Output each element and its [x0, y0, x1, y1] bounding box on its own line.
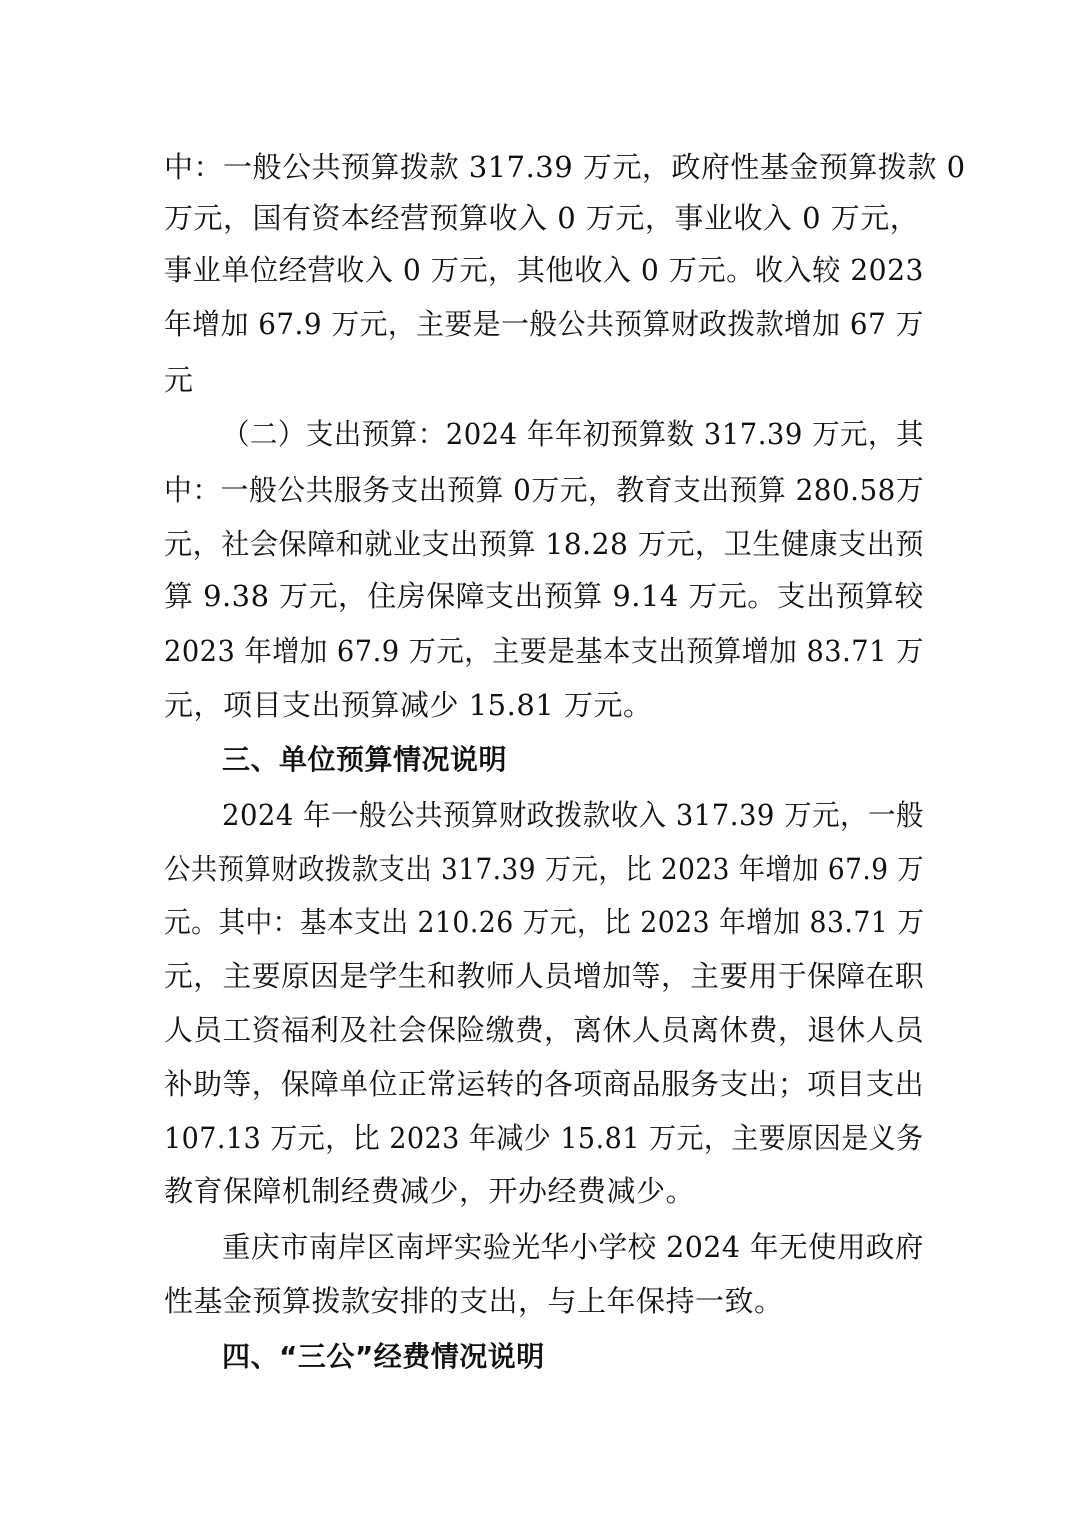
paragraph-line: 2024 年一般公共预算财政拨款收入 317.39 万元，一般: [222, 798, 924, 832]
paragraph-line: 年增加 67.9 万元，主要是一般公共预算财政拨款增加 67 万: [164, 307, 924, 341]
paragraph-line: （二）支出预算：2024 年年初预算数 317.39 万元，其: [222, 417, 924, 451]
paragraph-line: 重庆市南岸区南坪实验光华小学校 2024 年无使用政府: [222, 1230, 924, 1264]
paragraph-line: 万元，国有资本经营预算收入 0 万元，事业收入 0 万元，: [164, 201, 920, 235]
paragraph-line: 元，项目支出预算减少 15.81 万元。: [164, 688, 653, 722]
paragraph-line: 补助等，保障单位正常运转的各项商品服务支出；项目支出: [164, 1067, 925, 1101]
paragraph-line: 107.13 万元，比 2023 年减少 15.81 万元，主要原因是义务: [164, 1121, 924, 1155]
section-heading: 四、“三公”经费情况说明: [222, 1340, 545, 1373]
section-heading: 三、单位预算情况说明: [222, 743, 508, 776]
paragraph-line: 性基金预算拨款安排的支出，与上年保持一致。: [164, 1284, 784, 1318]
paragraph-line: 公共预算财政拨款支出 317.39 万元，比 2023 年增加 67.9 万: [164, 852, 925, 886]
paragraph-line: 元。其中：基本支出 210.26 万元，比 2023 年增加 83.71 万: [164, 905, 925, 939]
paragraph-line: 元，主要原因是学生和教师人员增加等，主要用于保障在职: [164, 959, 925, 993]
paragraph-line: 元，社会保障和就业支出预算 18.28 万元，卫生健康支出预: [164, 527, 924, 561]
paragraph-line: 中：一般公共预算拨款 317.39 万元，政府性基金预算拨款 0: [164, 150, 966, 184]
paragraph-line: 教育保障机制经费减少，开办经费减少。: [164, 1174, 696, 1208]
paragraph-line: 人员工资福利及社会保险缴费，离休人员离休费，退休人员: [164, 1013, 925, 1047]
paragraph-line: 2023 年增加 67.9 万元，主要是基本支出预算增加 83.71 万: [164, 634, 924, 668]
paragraph-line: 事业单位经营收入 0 万元，其他收入 0 万元。收入较 2023: [164, 253, 924, 287]
paragraph-line: 元: [164, 363, 194, 397]
paragraph-line: 中：一般公共服务支出预算 0万元，教育支出预算 280.58万: [164, 473, 925, 507]
paragraph-line: 算 9.38 万元，住房保障支出预算 9.14 万元。支出预算较: [164, 579, 924, 613]
